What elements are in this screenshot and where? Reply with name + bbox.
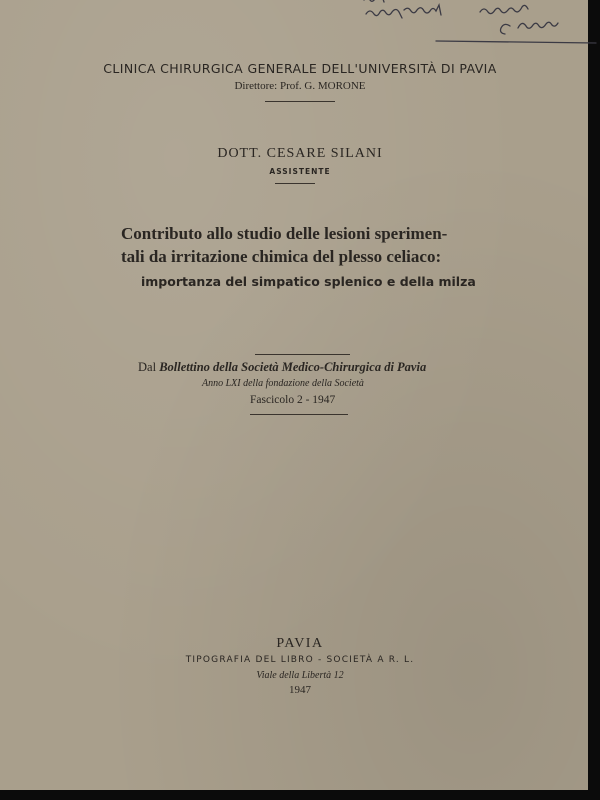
imprint-address: Viale della Libertà 12 xyxy=(256,670,344,681)
source-prefix: Dal xyxy=(138,360,157,374)
imprint-printer: TIPOGRAFIA DEL LIBRO - SOCIETÀ A R. L. xyxy=(185,655,415,665)
source-divider-top xyxy=(255,354,350,355)
journal-name: Bollettino della Società Medico-Chirurgica di Pavia xyxy=(159,360,427,374)
fascicle-line: Fascicolo 2 - 1947 xyxy=(250,394,336,406)
source-line xyxy=(138,360,426,375)
author-name: DOTT. CESARE SILANI xyxy=(217,146,383,161)
title-line-1: Contributo allo studio delle lesioni sperimen- xyxy=(121,224,448,243)
header-divider xyxy=(265,101,335,102)
imprint-city: PAVIA xyxy=(276,636,324,651)
author-role: ASSISTENTE xyxy=(269,167,331,176)
title-line-2: tali da irritazione chimica del plesso celiaco: xyxy=(121,247,442,266)
subtitle: importanza del simpatico splenico e della milza xyxy=(141,274,476,289)
director-line: Direttore: Prof. G. MORONE xyxy=(234,80,366,92)
source-divider-bottom xyxy=(250,414,348,415)
institution-name: CLINICA CHIRURGICA GENERALE DELL'UNIVERSITÀ DI PAVIA xyxy=(103,61,497,76)
author-divider xyxy=(275,183,315,184)
handwritten-dedication xyxy=(360,0,600,54)
imprint-year: 1947 xyxy=(289,684,311,696)
foundation-year-line: Anno LXI della fondazione della Società xyxy=(202,378,364,389)
